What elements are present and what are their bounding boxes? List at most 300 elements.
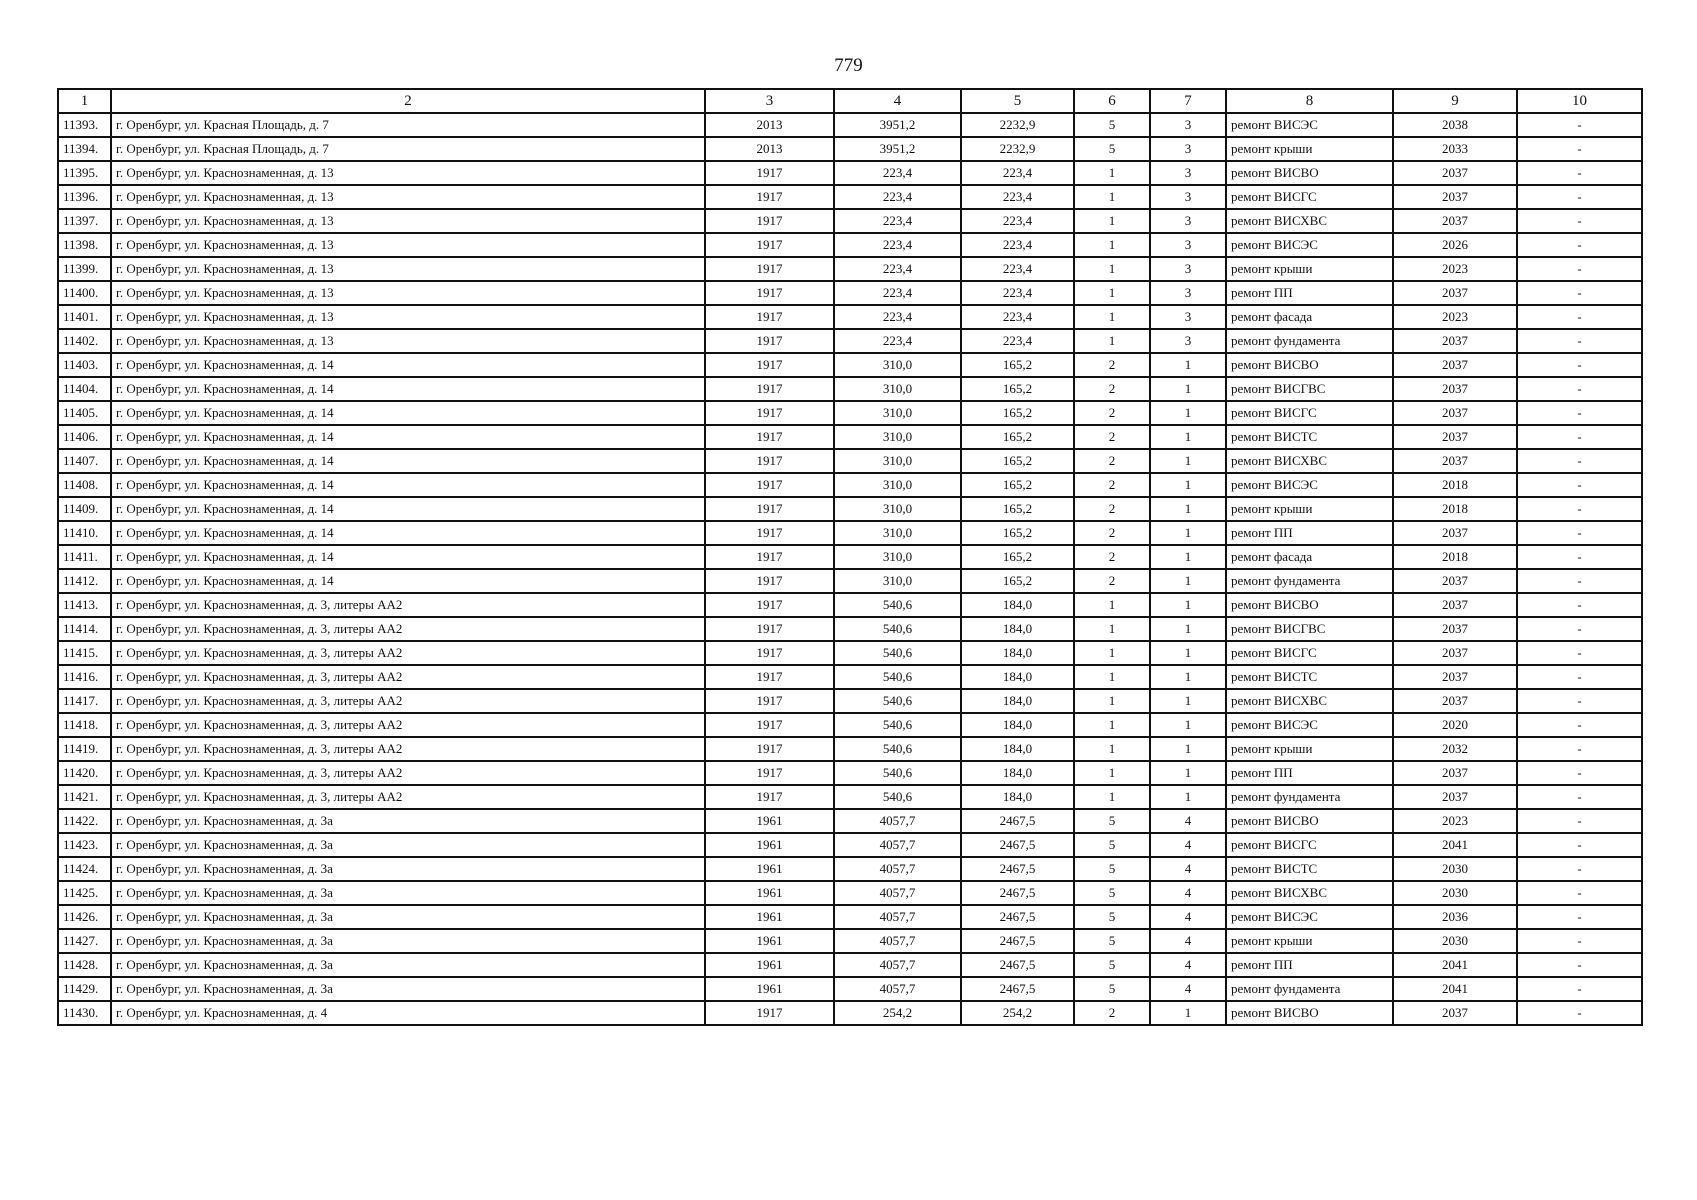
cell-remark: -	[1517, 665, 1642, 689]
cell-floors: 5	[1074, 857, 1150, 881]
cell-floors: 1	[1074, 329, 1150, 353]
cell-year-built: 1961	[705, 881, 834, 905]
cell-planned-year: 2037	[1393, 689, 1517, 713]
cell-row-number: 11404.	[58, 377, 111, 401]
cell-year-built: 1917	[705, 281, 834, 305]
cell-floors: 2	[1074, 497, 1150, 521]
cell-row-number: 11419.	[58, 737, 111, 761]
cell-remark: -	[1517, 905, 1642, 929]
cell-planned-year: 2037	[1393, 161, 1517, 185]
cell-row-number: 11397.	[58, 209, 111, 233]
cell-address: г. Оренбург, ул. Краснознаменная, д. 13	[111, 185, 705, 209]
cell-address: г. Оренбург, ул. Краснознаменная, д. 3, литеры АА2	[111, 785, 705, 809]
cell-work-type: ремонт ВИСВО	[1226, 1001, 1393, 1025]
cell-living-area: 223,4	[961, 209, 1074, 233]
table-row	[58, 785, 1642, 809]
table-header-row	[58, 89, 1642, 113]
column-header-1: 1	[58, 89, 111, 113]
cell-total-area: 540,6	[834, 761, 961, 785]
cell-address: г. Оренбург, ул. Краснознаменная, д. 3, литеры АА2	[111, 713, 705, 737]
cell-remark: -	[1517, 737, 1642, 761]
cell-total-area: 540,6	[834, 737, 961, 761]
cell-row-number: 11421.	[58, 785, 111, 809]
cell-year-built: 1917	[705, 545, 834, 569]
cell-remark: -	[1517, 641, 1642, 665]
column-header-10: 10	[1517, 89, 1642, 113]
cell-total-area: 4057,7	[834, 905, 961, 929]
cell-total-area: 310,0	[834, 449, 961, 473]
cell-living-area: 2467,5	[961, 953, 1074, 977]
cell-remark: -	[1517, 161, 1642, 185]
table-row	[58, 833, 1642, 857]
cell-remark: -	[1517, 353, 1642, 377]
cell-planned-year: 2026	[1393, 233, 1517, 257]
cell-planned-year: 2037	[1393, 209, 1517, 233]
cell-address: г. Оренбург, ул. Краснознаменная, д. 3а	[111, 857, 705, 881]
cell-work-type: ремонт фасада	[1226, 545, 1393, 569]
cell-entrances: 1	[1150, 449, 1226, 473]
cell-address: г. Оренбург, ул. Краснознаменная, д. 14	[111, 497, 705, 521]
cell-total-area: 310,0	[834, 425, 961, 449]
cell-total-area: 4057,7	[834, 809, 961, 833]
cell-address: г. Оренбург, ул. Краснознаменная, д. 14	[111, 353, 705, 377]
cell-address: г. Оренбург, ул. Краснознаменная, д. 3а	[111, 809, 705, 833]
cell-total-area: 310,0	[834, 497, 961, 521]
table-row	[58, 617, 1642, 641]
cell-floors: 2	[1074, 401, 1150, 425]
cell-total-area: 4057,7	[834, 977, 961, 1001]
cell-planned-year: 2018	[1393, 545, 1517, 569]
cell-total-area: 540,6	[834, 641, 961, 665]
table-row	[58, 161, 1642, 185]
cell-row-number: 11426.	[58, 905, 111, 929]
cell-year-built: 1917	[705, 425, 834, 449]
cell-entrances: 4	[1150, 929, 1226, 953]
cell-total-area: 540,6	[834, 785, 961, 809]
cell-remark: -	[1517, 473, 1642, 497]
cell-living-area: 254,2	[961, 1001, 1074, 1025]
cell-work-type: ремонт ВИСГС	[1226, 401, 1393, 425]
cell-floors: 5	[1074, 113, 1150, 137]
cell-floors: 5	[1074, 809, 1150, 833]
cell-living-area: 184,0	[961, 617, 1074, 641]
cell-living-area: 165,2	[961, 377, 1074, 401]
cell-entrances: 1	[1150, 689, 1226, 713]
cell-planned-year: 2033	[1393, 137, 1517, 161]
cell-year-built: 1917	[705, 449, 834, 473]
cell-row-number: 11396.	[58, 185, 111, 209]
cell-work-type: ремонт ПП	[1226, 281, 1393, 305]
cell-remark: -	[1517, 521, 1642, 545]
cell-year-built: 1917	[705, 257, 834, 281]
cell-entrances: 4	[1150, 833, 1226, 857]
cell-work-type: ремонт ВИСТС	[1226, 665, 1393, 689]
cell-entrances: 1	[1150, 665, 1226, 689]
cell-remark: -	[1517, 761, 1642, 785]
cell-living-area: 2232,9	[961, 113, 1074, 137]
cell-row-number: 11400.	[58, 281, 111, 305]
cell-remark: -	[1517, 377, 1642, 401]
table-row	[58, 209, 1642, 233]
cell-total-area: 4057,7	[834, 857, 961, 881]
cell-row-number: 11407.	[58, 449, 111, 473]
cell-entrances: 1	[1150, 617, 1226, 641]
cell-total-area: 540,6	[834, 713, 961, 737]
cell-entrances: 3	[1150, 329, 1226, 353]
cell-work-type: ремонт крыши	[1226, 137, 1393, 161]
cell-remark: -	[1517, 593, 1642, 617]
cell-living-area: 165,2	[961, 401, 1074, 425]
cell-address: г. Оренбург, ул. Краснознаменная, д. 13	[111, 329, 705, 353]
cell-address: г. Оренбург, ул. Краснознаменная, д. 14	[111, 425, 705, 449]
cell-row-number: 11413.	[58, 593, 111, 617]
cell-year-built: 1961	[705, 833, 834, 857]
cell-planned-year: 2037	[1393, 641, 1517, 665]
cell-address: г. Оренбург, ул. Краснознаменная, д. 3а	[111, 833, 705, 857]
cell-planned-year: 2037	[1393, 401, 1517, 425]
cell-row-number: 11429.	[58, 977, 111, 1001]
cell-floors: 5	[1074, 833, 1150, 857]
cell-living-area: 165,2	[961, 449, 1074, 473]
cell-work-type: ремонт ВИСХВС	[1226, 689, 1393, 713]
cell-year-built: 1917	[705, 1001, 834, 1025]
cell-year-built: 1917	[705, 353, 834, 377]
cell-planned-year: 2023	[1393, 305, 1517, 329]
cell-entrances: 3	[1150, 281, 1226, 305]
cell-year-built: 1961	[705, 857, 834, 881]
cell-total-area: 310,0	[834, 353, 961, 377]
cell-entrances: 4	[1150, 881, 1226, 905]
cell-planned-year: 2037	[1393, 617, 1517, 641]
cell-total-area: 223,4	[834, 161, 961, 185]
cell-entrances: 3	[1150, 209, 1226, 233]
cell-living-area: 184,0	[961, 665, 1074, 689]
table-row	[58, 233, 1642, 257]
cell-entrances: 3	[1150, 185, 1226, 209]
cell-floors: 5	[1074, 929, 1150, 953]
cell-remark: -	[1517, 113, 1642, 137]
cell-living-area: 2467,5	[961, 881, 1074, 905]
cell-living-area: 223,4	[961, 161, 1074, 185]
cell-address: г. Оренбург, ул. Краснознаменная, д. 14	[111, 473, 705, 497]
cell-planned-year: 2041	[1393, 833, 1517, 857]
cell-entrances: 1	[1150, 521, 1226, 545]
cell-total-area: 4057,7	[834, 953, 961, 977]
cell-total-area: 310,0	[834, 401, 961, 425]
cell-work-type: ремонт ПП	[1226, 761, 1393, 785]
cell-total-area: 4057,7	[834, 929, 961, 953]
cell-living-area: 2467,5	[961, 833, 1074, 857]
column-header-3: 3	[705, 89, 834, 113]
cell-entrances: 3	[1150, 161, 1226, 185]
cell-row-number: 11416.	[58, 665, 111, 689]
cell-address: г. Оренбург, ул. Красная Площадь, д. 7	[111, 137, 705, 161]
cell-address: г. Оренбург, ул. Краснознаменная, д. 13	[111, 257, 705, 281]
cell-planned-year: 2037	[1393, 593, 1517, 617]
table-row	[58, 713, 1642, 737]
cell-row-number: 11425.	[58, 881, 111, 905]
cell-living-area: 184,0	[961, 785, 1074, 809]
cell-entrances: 1	[1150, 713, 1226, 737]
cell-entrances: 3	[1150, 257, 1226, 281]
cell-floors: 5	[1074, 881, 1150, 905]
cell-living-area: 165,2	[961, 353, 1074, 377]
table-row	[58, 929, 1642, 953]
cell-address: г. Оренбург, ул. Краснознаменная, д. 3, литеры АА2	[111, 737, 705, 761]
table-row	[58, 689, 1642, 713]
cell-living-area: 223,4	[961, 233, 1074, 257]
cell-floors: 2	[1074, 353, 1150, 377]
cell-remark: -	[1517, 449, 1642, 473]
cell-planned-year: 2037	[1393, 185, 1517, 209]
cell-address: г. Оренбург, ул. Краснознаменная, д. 3а	[111, 929, 705, 953]
cell-entrances: 1	[1150, 473, 1226, 497]
cell-row-number: 11428.	[58, 953, 111, 977]
cell-year-built: 1917	[705, 737, 834, 761]
table-row	[58, 329, 1642, 353]
cell-floors: 2	[1074, 1001, 1150, 1025]
cell-work-type: ремонт ВИСВО	[1226, 353, 1393, 377]
cell-living-area: 184,0	[961, 641, 1074, 665]
cell-work-type: ремонт ВИСГС	[1226, 833, 1393, 857]
cell-living-area: 2467,5	[961, 929, 1074, 953]
cell-row-number: 11422.	[58, 809, 111, 833]
column-header-8: 8	[1226, 89, 1393, 113]
cell-remark: -	[1517, 713, 1642, 737]
table-row	[58, 881, 1642, 905]
cell-address: г. Оренбург, ул. Краснознаменная, д. 3а	[111, 881, 705, 905]
cell-floors: 1	[1074, 305, 1150, 329]
cell-row-number: 11410.	[58, 521, 111, 545]
table-row	[58, 545, 1642, 569]
cell-living-area: 223,4	[961, 329, 1074, 353]
cell-planned-year: 2037	[1393, 425, 1517, 449]
cell-floors: 1	[1074, 713, 1150, 737]
cell-remark: -	[1517, 209, 1642, 233]
cell-address: г. Оренбург, ул. Краснознаменная, д. 3, литеры АА2	[111, 761, 705, 785]
cell-planned-year: 2018	[1393, 497, 1517, 521]
cell-entrances: 1	[1150, 641, 1226, 665]
cell-floors: 1	[1074, 785, 1150, 809]
table-row	[58, 401, 1642, 425]
cell-living-area: 184,0	[961, 761, 1074, 785]
cell-work-type: ремонт ВИСЭС	[1226, 233, 1393, 257]
cell-address: г. Оренбург, ул. Красная Площадь, д. 7	[111, 113, 705, 137]
cell-work-type: ремонт ВИСХВС	[1226, 449, 1393, 473]
cell-floors: 1	[1074, 617, 1150, 641]
cell-total-area: 3951,2	[834, 113, 961, 137]
cell-work-type: ремонт ВИСЭС	[1226, 713, 1393, 737]
cell-year-built: 1917	[705, 185, 834, 209]
cell-year-built: 1961	[705, 905, 834, 929]
cell-planned-year: 2037	[1393, 329, 1517, 353]
cell-floors: 1	[1074, 257, 1150, 281]
cell-floors: 2	[1074, 449, 1150, 473]
cell-address: г. Оренбург, ул. Краснознаменная, д. 14	[111, 521, 705, 545]
cell-work-type: ремонт ВИСТС	[1226, 425, 1393, 449]
cell-total-area: 310,0	[834, 473, 961, 497]
cell-floors: 1	[1074, 233, 1150, 257]
cell-total-area: 223,4	[834, 257, 961, 281]
cell-remark: -	[1517, 833, 1642, 857]
cell-row-number: 11395.	[58, 161, 111, 185]
table-row	[58, 953, 1642, 977]
table-row	[58, 473, 1642, 497]
cell-year-built: 1961	[705, 809, 834, 833]
cell-remark: -	[1517, 617, 1642, 641]
cell-work-type: ремонт ВИСГВС	[1226, 617, 1393, 641]
cell-remark: -	[1517, 545, 1642, 569]
cell-planned-year: 2023	[1393, 257, 1517, 281]
cell-remark: -	[1517, 569, 1642, 593]
cell-floors: 2	[1074, 473, 1150, 497]
cell-remark: -	[1517, 425, 1642, 449]
column-header-7: 7	[1150, 89, 1226, 113]
cell-floors: 1	[1074, 689, 1150, 713]
cell-row-number: 11394.	[58, 137, 111, 161]
cell-planned-year: 2018	[1393, 473, 1517, 497]
cell-row-number: 11420.	[58, 761, 111, 785]
cell-living-area: 2467,5	[961, 809, 1074, 833]
cell-entrances: 1	[1150, 569, 1226, 593]
cell-total-area: 223,4	[834, 281, 961, 305]
cell-row-number: 11430.	[58, 1001, 111, 1025]
cell-row-number: 11415.	[58, 641, 111, 665]
cell-work-type: ремонт крыши	[1226, 737, 1393, 761]
table-row	[58, 377, 1642, 401]
column-header-6: 6	[1074, 89, 1150, 113]
cell-total-area: 540,6	[834, 665, 961, 689]
cell-address: г. Оренбург, ул. Краснознаменная, д. 3а	[111, 905, 705, 929]
table-row	[58, 1001, 1642, 1025]
table-row	[58, 593, 1642, 617]
cell-living-area: 165,2	[961, 569, 1074, 593]
cell-planned-year: 2037	[1393, 761, 1517, 785]
column-header-4: 4	[834, 89, 961, 113]
cell-floors: 5	[1074, 953, 1150, 977]
cell-planned-year: 2037	[1393, 281, 1517, 305]
cell-row-number: 11405.	[58, 401, 111, 425]
cell-entrances: 4	[1150, 977, 1226, 1001]
cell-address: г. Оренбург, ул. Краснознаменная, д. 14	[111, 569, 705, 593]
cell-total-area: 223,4	[834, 233, 961, 257]
cell-year-built: 1917	[705, 233, 834, 257]
cell-address: г. Оренбург, ул. Краснознаменная, д. 13	[111, 281, 705, 305]
cell-row-number: 11417.	[58, 689, 111, 713]
cell-remark: -	[1517, 305, 1642, 329]
cell-address: г. Оренбург, ул. Краснознаменная, д. 3, литеры АА2	[111, 641, 705, 665]
cell-entrances: 4	[1150, 809, 1226, 833]
cell-address: г. Оренбург, ул. Краснознаменная, д. 3, литеры АА2	[111, 593, 705, 617]
cell-planned-year: 2037	[1393, 521, 1517, 545]
cell-year-built: 1917	[705, 209, 834, 233]
cell-planned-year: 2037	[1393, 353, 1517, 377]
cell-remark: -	[1517, 881, 1642, 905]
cell-total-area: 223,4	[834, 329, 961, 353]
cell-floors: 2	[1074, 377, 1150, 401]
cell-floors: 5	[1074, 977, 1150, 1001]
cell-total-area: 4057,7	[834, 881, 961, 905]
table-row	[58, 137, 1642, 161]
data-table	[57, 88, 1643, 1026]
cell-address: г. Оренбург, ул. Краснознаменная, д. 14	[111, 377, 705, 401]
cell-living-area: 223,4	[961, 257, 1074, 281]
cell-address: г. Оренбург, ул. Краснознаменная, д. 14	[111, 401, 705, 425]
cell-row-number: 11414.	[58, 617, 111, 641]
cell-planned-year: 2030	[1393, 881, 1517, 905]
table-row	[58, 353, 1642, 377]
cell-floors: 1	[1074, 281, 1150, 305]
cell-planned-year: 2041	[1393, 977, 1517, 1001]
cell-remark: -	[1517, 809, 1642, 833]
cell-planned-year: 2036	[1393, 905, 1517, 929]
cell-floors: 1	[1074, 185, 1150, 209]
cell-living-area: 223,4	[961, 305, 1074, 329]
table-row	[58, 497, 1642, 521]
cell-address: г. Оренбург, ул. Краснознаменная, д. 3, литеры АА2	[111, 617, 705, 641]
cell-total-area: 540,6	[834, 617, 961, 641]
cell-year-built: 1917	[705, 761, 834, 785]
cell-living-area: 184,0	[961, 689, 1074, 713]
cell-year-built: 1917	[705, 569, 834, 593]
cell-floors: 1	[1074, 737, 1150, 761]
cell-total-area: 254,2	[834, 1001, 961, 1025]
cell-remark: -	[1517, 257, 1642, 281]
cell-living-area: 165,2	[961, 473, 1074, 497]
cell-row-number: 11406.	[58, 425, 111, 449]
cell-floors: 2	[1074, 569, 1150, 593]
table-row	[58, 905, 1642, 929]
cell-remark: -	[1517, 953, 1642, 977]
cell-row-number: 11427.	[58, 929, 111, 953]
cell-entrances: 1	[1150, 425, 1226, 449]
cell-entrances: 4	[1150, 857, 1226, 881]
cell-year-built: 1917	[705, 521, 834, 545]
cell-living-area: 165,2	[961, 497, 1074, 521]
cell-work-type: ремонт ВИСТС	[1226, 857, 1393, 881]
cell-work-type: ремонт ВИСГС	[1226, 641, 1393, 665]
cell-remark: -	[1517, 977, 1642, 1001]
cell-living-area: 184,0	[961, 593, 1074, 617]
cell-address: г. Оренбург, ул. Краснознаменная, д. 3а	[111, 953, 705, 977]
cell-planned-year: 2030	[1393, 929, 1517, 953]
cell-work-type: ремонт ВИСВО	[1226, 161, 1393, 185]
cell-work-type: ремонт ВИСХВС	[1226, 881, 1393, 905]
cell-work-type: ремонт ВИСЭС	[1226, 905, 1393, 929]
table-row	[58, 641, 1642, 665]
cell-year-built: 1917	[705, 665, 834, 689]
cell-planned-year: 2037	[1393, 377, 1517, 401]
cell-year-built: 1917	[705, 329, 834, 353]
cell-remark: -	[1517, 785, 1642, 809]
cell-floors: 5	[1074, 137, 1150, 161]
cell-entrances: 1	[1150, 497, 1226, 521]
cell-row-number: 11411.	[58, 545, 111, 569]
cell-planned-year: 2037	[1393, 665, 1517, 689]
cell-entrances: 3	[1150, 233, 1226, 257]
cell-floors: 1	[1074, 593, 1150, 617]
cell-total-area: 4057,7	[834, 833, 961, 857]
cell-remark: -	[1517, 281, 1642, 305]
cell-total-area: 540,6	[834, 689, 961, 713]
cell-work-type: ремонт ПП	[1226, 521, 1393, 545]
cell-work-type: ремонт ВИСЭС	[1226, 473, 1393, 497]
cell-year-built: 1961	[705, 929, 834, 953]
cell-entrances: 1	[1150, 377, 1226, 401]
cell-year-built: 1917	[705, 713, 834, 737]
cell-planned-year: 2041	[1393, 953, 1517, 977]
cell-work-type: ремонт крыши	[1226, 929, 1393, 953]
